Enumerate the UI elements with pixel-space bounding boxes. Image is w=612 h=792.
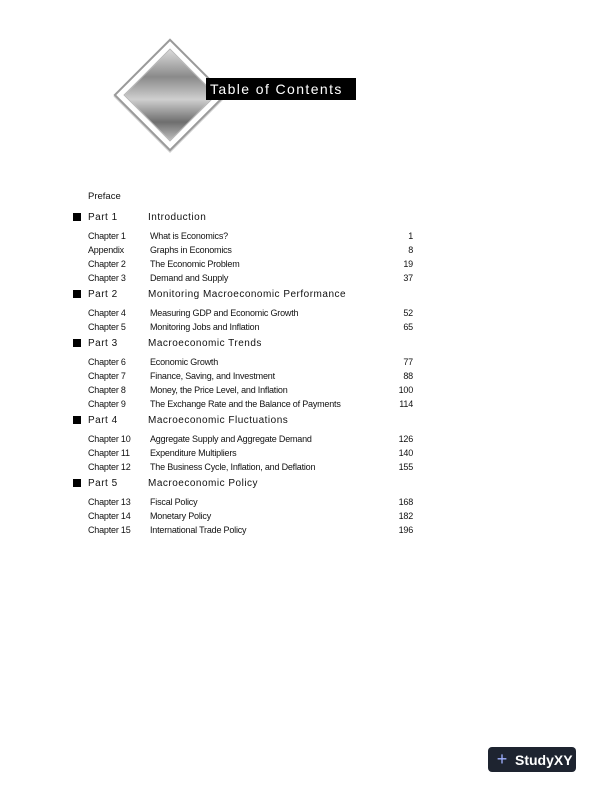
square-bullet-icon bbox=[73, 479, 81, 487]
part-title: Monitoring Macroeconomic Performance bbox=[148, 288, 347, 300]
chapter-entry[interactable] bbox=[73, 495, 413, 509]
part-title: Introduction bbox=[148, 211, 207, 223]
chapter-title: International Trade Policy bbox=[150, 525, 247, 535]
studyxy-badge[interactable] bbox=[488, 747, 576, 772]
chapter-page-number: 8 bbox=[408, 245, 413, 255]
square-bullet-icon bbox=[73, 416, 81, 424]
part-label: Part 1 bbox=[88, 211, 118, 223]
chapter-number: Appendix bbox=[88, 245, 124, 255]
chapter-page-number: 126 bbox=[398, 434, 413, 444]
part-heading[interactable] bbox=[73, 210, 413, 224]
chapter-title: The Business Cycle, Inflation, and Deflation bbox=[150, 462, 316, 472]
chapter-title: Measuring GDP and Economic Growth bbox=[150, 308, 299, 318]
chapter-number: Chapter 8 bbox=[88, 385, 126, 395]
chapter-title: Aggregate Supply and Aggregate Demand bbox=[150, 434, 312, 444]
chapter-number: Chapter 4 bbox=[88, 308, 126, 318]
part-label: Part 2 bbox=[88, 288, 118, 300]
chapter-entry[interactable] bbox=[73, 432, 413, 446]
chapter-number: Chapter 7 bbox=[88, 371, 126, 381]
chapter-list bbox=[73, 355, 413, 411]
chapter-number: Chapter 9 bbox=[88, 399, 126, 409]
chapter-entry[interactable] bbox=[73, 306, 413, 320]
chapter-number: Chapter 11 bbox=[88, 448, 130, 458]
chapter-number: Chapter 10 bbox=[88, 434, 131, 444]
chapter-page-number: 155 bbox=[398, 462, 413, 472]
chapter-title: Graphs in Economics bbox=[150, 245, 232, 255]
chapter-page-number: 37 bbox=[403, 273, 413, 283]
chapter-list bbox=[73, 306, 413, 334]
chapter-list bbox=[73, 432, 413, 474]
chapter-entry[interactable] bbox=[73, 397, 413, 411]
part-title: Macroeconomic Fluctuations bbox=[148, 414, 289, 426]
chapter-page-number: 182 bbox=[398, 511, 413, 521]
badge-label: StudyXY bbox=[515, 751, 573, 768]
chapter-title: The Economic Problem bbox=[150, 259, 240, 269]
chapter-entry[interactable] bbox=[73, 355, 413, 369]
chapter-page-number: 100 bbox=[398, 385, 413, 395]
plus-icon: + bbox=[496, 749, 508, 769]
chapter-entry[interactable] bbox=[73, 243, 413, 257]
chapter-title: Monitoring Jobs and Inflation bbox=[150, 322, 260, 332]
square-bullet-icon bbox=[73, 290, 81, 298]
chapter-entry[interactable] bbox=[73, 257, 413, 271]
chapter-page-number: 1 bbox=[408, 231, 413, 241]
chapter-page-number: 19 bbox=[403, 259, 413, 269]
chapter-page-number: 114 bbox=[399, 399, 413, 409]
chapter-page-number: 65 bbox=[403, 322, 413, 332]
part-heading[interactable] bbox=[73, 476, 413, 490]
square-bullet-icon bbox=[73, 339, 81, 347]
chapter-number: Chapter 3 bbox=[88, 273, 126, 283]
chapter-title: What is Economics? bbox=[150, 231, 228, 241]
chapter-number: Chapter 13 bbox=[88, 497, 131, 507]
chapter-page-number: 196 bbox=[398, 525, 413, 535]
chapter-entry[interactable] bbox=[73, 320, 413, 334]
chapter-number: Chapter 12 bbox=[88, 462, 131, 472]
header-photo bbox=[123, 48, 216, 141]
chapter-number: Chapter 15 bbox=[88, 525, 131, 535]
chapter-title: Expenditure Multipliers bbox=[150, 448, 237, 458]
chapter-title: The Exchange Rate and the Balance of Payments bbox=[150, 399, 341, 409]
chapter-page-number: 140 bbox=[398, 448, 413, 458]
chapter-entry[interactable] bbox=[73, 383, 413, 397]
part-heading[interactable] bbox=[73, 287, 413, 301]
part-title: Macroeconomic Policy bbox=[148, 477, 259, 489]
chapter-entry[interactable] bbox=[73, 229, 413, 243]
chapter-number: Chapter 2 bbox=[88, 259, 126, 269]
chapter-entry[interactable] bbox=[73, 446, 413, 460]
chapter-number: Chapter 6 bbox=[88, 357, 126, 367]
part-label: Part 5 bbox=[88, 477, 118, 489]
part-title: Macroeconomic Trends bbox=[148, 337, 262, 349]
chapter-page-number: 88 bbox=[403, 371, 413, 381]
chapter-page-number: 52 bbox=[403, 308, 413, 318]
chapter-number: Chapter 5 bbox=[88, 322, 126, 332]
chapter-entry[interactable] bbox=[73, 369, 413, 383]
chapter-title: Finance, Saving, and Investment bbox=[150, 371, 275, 381]
table-of-contents bbox=[73, 190, 413, 539]
chapter-list bbox=[73, 495, 413, 537]
chapter-title: Money, the Price Level, and Inflation bbox=[150, 385, 288, 395]
chapter-title: Economic Growth bbox=[150, 357, 219, 367]
part-label: Part 4 bbox=[88, 414, 118, 426]
chapter-title: Monetary Policy bbox=[150, 511, 212, 521]
toc-header bbox=[120, 45, 360, 150]
chapter-entry[interactable] bbox=[73, 523, 413, 537]
chapter-number: Chapter 1 bbox=[88, 231, 126, 241]
chapter-page-number: 168 bbox=[398, 497, 413, 507]
parts-list bbox=[73, 210, 413, 537]
chapter-list bbox=[73, 229, 413, 285]
part-label: Part 3 bbox=[88, 337, 118, 349]
chapter-entry[interactable] bbox=[73, 271, 413, 285]
square-bullet-icon bbox=[73, 213, 81, 221]
preface-entry[interactable]: Preface bbox=[88, 191, 121, 202]
chapter-entry[interactable] bbox=[73, 460, 413, 474]
chapter-title: Demand and Supply bbox=[150, 273, 229, 283]
chapter-title: Fiscal Policy bbox=[150, 497, 198, 507]
chapter-entry[interactable] bbox=[73, 509, 413, 523]
page-title: Table of Contents bbox=[206, 78, 356, 100]
part-heading[interactable] bbox=[73, 413, 413, 427]
part-heading[interactable] bbox=[73, 336, 413, 350]
chapter-number: Chapter 14 bbox=[88, 511, 131, 521]
chapter-page-number: 77 bbox=[403, 357, 413, 367]
